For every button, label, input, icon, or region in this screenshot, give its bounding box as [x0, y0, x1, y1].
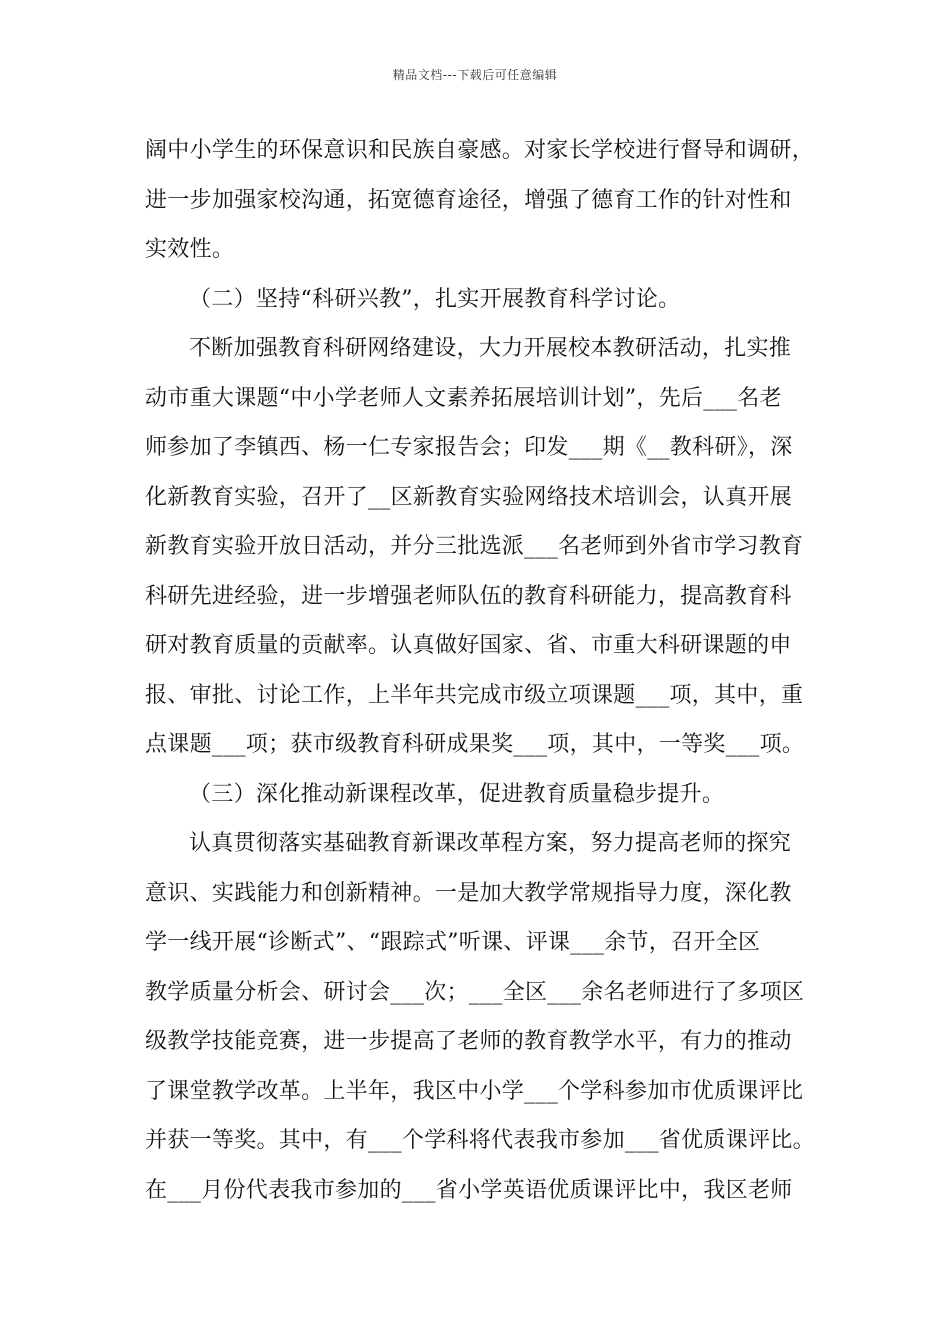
document-body	[145, 126, 815, 1215]
text-line: 新教育实验开放日活动，并分三批选派___名老师到外省市学习教育	[145, 534, 804, 559]
text-line: 化新教育实验，召开了__区新教育实验网络技术培训会，认真开展	[145, 484, 793, 510]
text-line: 研对教育质量的贡献率。认真做好国家、省、市重大科研课题的申	[145, 633, 792, 658]
text-line: 了课堂教学改革。上半年，我区中小学___个学科参加市优质课评比	[145, 1078, 804, 1104]
section-heading-3: （三）深化推动新课程改革，促进教育质量稳步提升。	[189, 781, 725, 807]
text-line: 并获一等奖。其中，有___个学科将代表我市参加___省优质课评比。	[145, 1128, 815, 1153]
text-line: 动市重大课题“中小学老师人文素养拓展培训计划”，先后___名老	[145, 385, 782, 411]
text-line: 在___月份代表我市参加的___省小学英语优质课评比中，我区老师	[145, 1177, 793, 1203]
text-line: 师参加了李镇西、杨一仁专家报告会；印发___期《__教科研》，深	[145, 435, 793, 460]
text-line: 认真贯彻落实基础教育新课改革程方案，努力提高老师的探究	[189, 831, 792, 856]
text-line: 实效性。	[145, 237, 235, 262]
page-header: 精品文档---下载后可任意编辑	[392, 68, 558, 82]
text-line: 进一步加强家校沟通，拓宽德育途径，增强了德育工作的针对性和	[145, 187, 792, 213]
section-heading-2: （二）坚持“科研兴教”，扎实开展教育科学讨论。	[189, 286, 681, 312]
text-line: 意识、实践能力和创新精神。一是加大教学常规指导力度，深化教	[145, 880, 792, 906]
text-line: 报、审批、讨论工作，上半年共完成市级立项课题___项，其中，重	[145, 682, 804, 708]
text-line: 阔中小学生的环保意识和民族自豪感。对家长学校进行督导和调研，	[145, 138, 815, 163]
text-line: 教学质量分析会、研讨会___次；___全区___余名老师进行了多项区	[145, 979, 805, 1005]
text-line: 科研先进经验，进一步增强老师队伍的教育科研能力，提高教育科	[145, 583, 792, 609]
text-line: 级教学技能竞赛，进一步提高了老师的教育教学水平，有力的推动	[145, 1029, 792, 1054]
text-line: 学一线开展“诊断式”、“跟踪式”听课、评课___余节，召开全区	[145, 930, 761, 955]
text-line: 点课题___项；获市级教育科研成果奖___项，其中，一等奖___项。	[145, 732, 805, 757]
text-line: 不断加强教育科研网络建设，大力开展校本教研活动，扎实推	[189, 336, 792, 361]
